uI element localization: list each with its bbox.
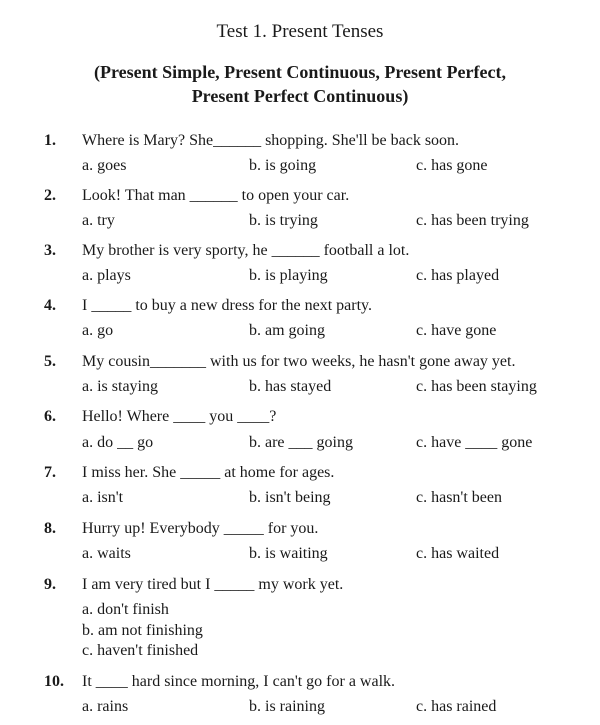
question-number: 10.	[44, 673, 64, 690]
question-text: Look! That man ______ to open your car.	[82, 187, 350, 204]
option-a: a. go	[82, 322, 114, 339]
question-number: 8.	[44, 520, 56, 537]
option-a: a. plays	[82, 267, 131, 284]
option-c: c. has been staying	[416, 378, 537, 395]
question-number: 3.	[44, 242, 56, 259]
option-b: b. am not finishing	[82, 622, 203, 639]
subtitle-line-2: Present Perfect Continuous)	[191, 86, 409, 106]
question-number: 1.	[44, 132, 56, 149]
option-b: b. is trying	[249, 212, 318, 229]
option-a: a. isn't	[82, 489, 124, 506]
question-text: Where is Mary? She______ shopping. She'll be back soon.	[82, 132, 460, 149]
question-text: I miss her. She _____ at home for ages.	[82, 464, 335, 481]
option-c: c. have gone	[416, 322, 497, 339]
question-text: Hurry up! Everybody _____ for you.	[82, 520, 319, 537]
option-a: a. is staying	[82, 378, 158, 395]
page-subtitle	[0, 60, 600, 108]
option-b: b. is raining	[249, 698, 325, 715]
option-c: c. has rained	[416, 698, 497, 715]
option-a: a. do __ go	[82, 434, 154, 451]
question-text: I _____ to buy a new dress for the next party.	[82, 297, 372, 314]
option-c: c. has gone	[416, 157, 488, 174]
question-text: Hello! Where ____ you ____?	[82, 408, 277, 425]
question-number: 2.	[44, 187, 56, 204]
subtitle-line-1: (Present Simple, Present Continuous, Present Perfect,	[94, 62, 506, 82]
option-b: b. is going	[249, 157, 317, 174]
option-b: b. am going	[249, 322, 325, 339]
option-b: b. has stayed	[249, 378, 332, 395]
option-b: b. isn't being	[249, 489, 331, 506]
question-number: 4.	[44, 297, 56, 314]
question-number: 5.	[44, 353, 56, 370]
option-c: c. has played	[416, 267, 500, 284]
option-b: b. are ___ going	[249, 434, 353, 451]
option-a: a. waits	[82, 545, 131, 562]
option-c: c. haven't finished	[82, 642, 199, 659]
option-a: a. don't finish	[82, 601, 169, 618]
option-a: a. goes	[82, 157, 127, 174]
question-number: 7.	[44, 464, 56, 481]
option-c: c. has been trying	[416, 212, 529, 229]
question-text: I am very tired but I _____ my work yet.	[82, 576, 344, 593]
page-title: Test 1. Present Tenses	[216, 21, 384, 42]
question-text: My brother is very sporty, he ______ football a lot.	[82, 242, 410, 259]
option-b: b. is waiting	[249, 545, 328, 562]
option-a: a. try	[82, 212, 115, 229]
option-c: c. hasn't been	[416, 489, 502, 506]
question-number: 6.	[44, 408, 56, 425]
option-c: c. has waited	[416, 545, 500, 562]
option-b: b. is playing	[249, 267, 328, 284]
question-text: It ____ hard since morning, I can't go for a walk.	[82, 673, 396, 690]
option-a: a. rains	[82, 698, 129, 715]
question-number: 9.	[44, 576, 56, 593]
option-c: c. have ____ gone	[416, 434, 533, 451]
question-text: My cousin_______ with us for two weeks, he hasn't gone away yet.	[82, 353, 516, 370]
